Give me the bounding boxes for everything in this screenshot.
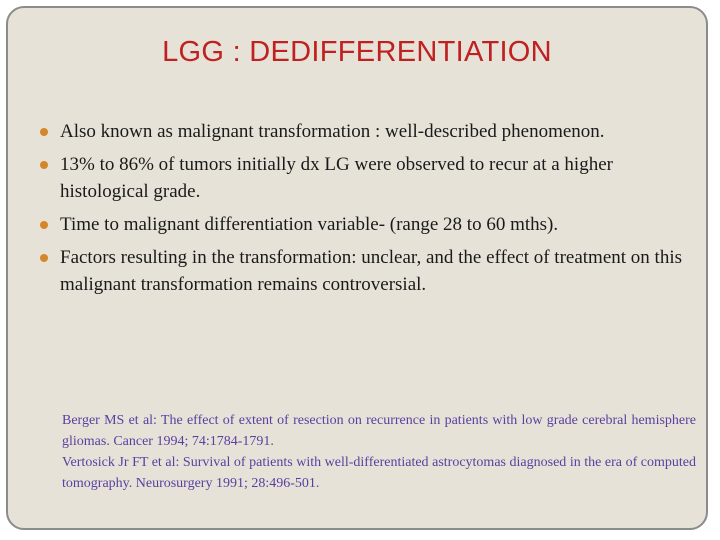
round-bullet-icon [40, 128, 48, 136]
bullet-text: Factors resulting in the transformation: unclear, and the effect of treatment on this malignant transformation remains controversial. [60, 247, 682, 295]
bullet-list [40, 118, 690, 304]
slide [6, 6, 708, 530]
bullet-item [40, 151, 690, 205]
bullet-item [40, 211, 690, 238]
bullet-item [40, 118, 690, 145]
round-bullet-icon [40, 161, 48, 169]
references [62, 410, 696, 494]
round-bullet-icon [40, 221, 48, 229]
reference-item: Berger MS et al: The effect of extent of resection on recurrence in patients with low grade cerebral hemisphere gliomas. Cancer 1994; 74:1784-1791. [62, 413, 696, 449]
bullet-item [40, 244, 690, 298]
bullet-text: Also known as malignant transformation : well-described phenomenon. [60, 121, 605, 142]
slide-title: LGG : DEDIFFERENTIATION [162, 36, 552, 68]
bullet-text: 13% to 86% of tumors initially dx LG were observed to recur at a higher histological grade. [60, 154, 613, 202]
bullet-text: Time to malignant differentiation variable- (range 28 to 60 mths). [60, 214, 559, 235]
round-bullet-icon [40, 254, 48, 262]
reference-item: Vertosick Jr FT et al: Survival of patients with well-differentiated astrocytomas diagnosed in the era of computed tomography. Neurosurgery 1991; 28:496-501. [62, 455, 696, 491]
